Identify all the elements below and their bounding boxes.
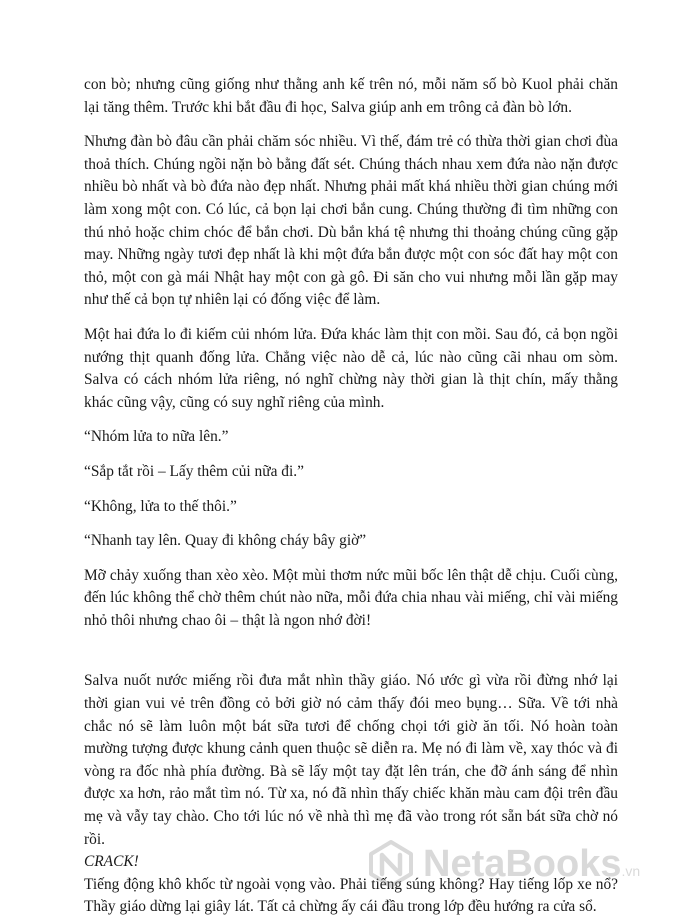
paragraph-1: con bò; nhưng cũng giống như thằng anh kế trên nó, mỗi năm số bò Kuol phải chăn lại tăng thêm. Trước khi bắt đầu đi học, Salva giúp anh em trông cả đàn bò lớn. — [84, 76, 618, 116]
dialogue-line-3: “Không, lửa to thế thôi.” — [84, 497, 237, 515]
watermark-brand-name: NetaBooks — [423, 842, 622, 885]
dialogue-line-2: “Sắp tắt rồi – Lấy thêm củi nữa đi.” — [84, 462, 304, 480]
paragraph-4: Mỡ chảy xuống than xèo xèo. Một mùi thơm nức mũi bốc lên thật dễ chịu. Cuối cùng, đến lúc không thể chờ thêm chút nào nữa, mỗi đứa chia nhau vài miếng, chỉ vài miếng nhỏ thôi nhưng chao ôi – thật là ngon nhớ đời! — [84, 566, 618, 629]
sound-effect-crack: CRACK! — [84, 853, 139, 871]
paragraph-3: Một hai đứa lo đi kiếm củi nhóm lửa. Đứa khác làm thịt con mồi. Sau đó, cả bọn ngồi nướng thịt quanh đống lửa. Chẳng việc nào dễ cả, lúc nào cũng cãi nhau om sòm. Salva có cách nhóm lửa riêng, nó nghĩ chừng này thời gian là thịt chín, mấy thằng khác cũng vậy, cũng có suy nghĩ riêng của mình. — [84, 325, 618, 411]
paragraph-6: Tiếng động khô khốc từ ngoài vọng vào. Phải tiếng súng không? Hay tiếng lốp xe nổ? Thầy giáo dừng lại giây lát. Tất cả chừng ấy cái đầu trong lớp đều hướng ra cửa sổ. — [84, 875, 618, 916]
netabooks-logo-icon — [367, 840, 415, 888]
watermark-brand — [423, 843, 640, 886]
book-page-body — [84, 74, 618, 919]
watermark-suffix: .vn — [621, 862, 641, 879]
paragraph-5: Salva nuốt nước miếng rồi đưa mắt nhìn thầy giáo. Nó ước gì vừa rồi đừng nhớ lại thời gian vui vẻ trên đồng cỏ bởi giờ nó cảm thấy đói meo bụng… Sữa. Về tới nhà chắc nó sẽ làm luôn một bát sữa tươi để chống chọi tới giờ ăn tối. Nó hoàn toàn mường tượng được khung cảnh quen thuộc sẽ diễn ra. Mẹ nó đi làm về, xay thóc và đi vòng ra đốc nhà phía đường. Bà sẽ lấy một tay đặt lên trán, che đỡ ánh sáng để nhìn được xa hơn, rảo mắt tìm nó. Từ xa, nó đã nhìn thấy chiếc khăn màu cam đội trên đầu mẹ và vẫy tay chào. Cho tới lúc nó về nhà thì mẹ đã vào trong rót sẵn bát sữa chờ nó rồi. — [84, 672, 618, 848]
section-break — [84, 644, 618, 670]
dialogue-line-4: “Nhanh tay lên. Quay đi không cháy bây giờ” — [84, 532, 367, 550]
dialogue-line-1: “Nhóm lửa to nữa lên.” — [84, 428, 229, 446]
netabooks-watermark — [367, 836, 685, 892]
paragraph-2: Nhưng đàn bò đâu cần phải chăm sóc nhiều. Vì thế, đám trẻ có thừa thời gian chơi đùa thoả thích. Chúng ngồi nặn bò bằng đất sét. Chúng thách nhau xem đứa nào nặn được nhiều bò nhất và bò đứa nào đẹp nhất. Nhưng phải mất khá nhiều thời gian chúng mới làm xong một con. Có lúc, cả bọn lại chơi bắn cung. Chúng thường đi tìm những con thú nhỏ hoặc chim chóc để bắn chơi. Dù bắn khá tệ nhưng thi thoảng chúng cũng gặp may. Những ngày tươi đẹp nhất là khi một đứa bắn được một con sóc đất hay một con thỏ, một con gà mái Nhật hay một con gà gô. Đi săn cho vui nhưng mỗi lần gặp may như thế cả bọn tự nhiên lại có đống việc để làm. — [84, 133, 618, 309]
